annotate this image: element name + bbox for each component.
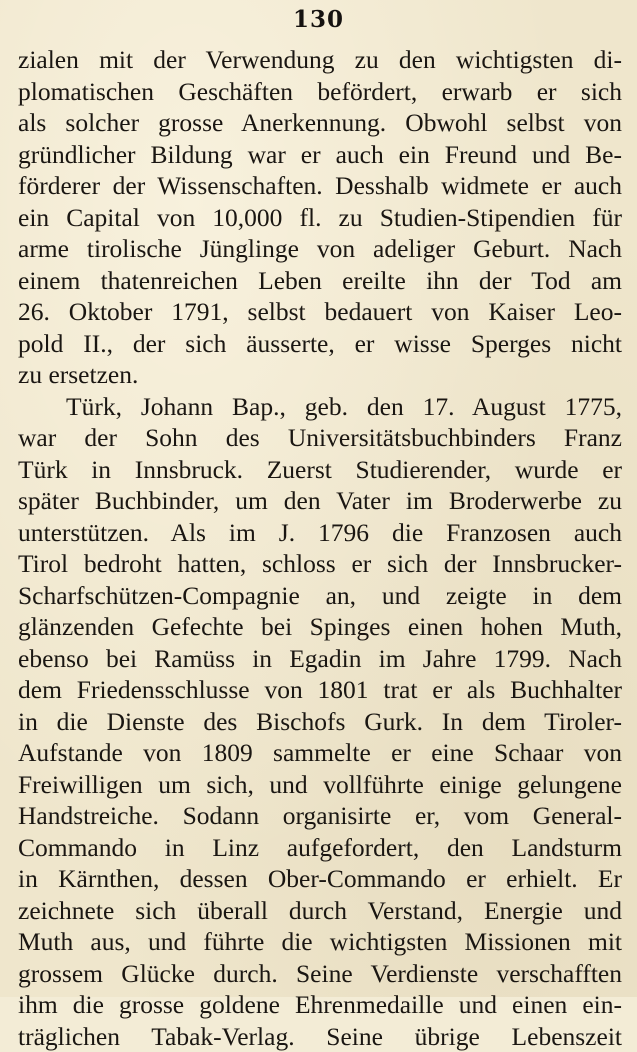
text-line: unterstützen. Als im J. 1796 die Franzosen auch <box>18 517 622 549</box>
page-number: 130 <box>0 6 637 33</box>
text-line: glänzenden Gefechte bei Spinges einen hohen Muth, <box>18 611 622 643</box>
text-line: Muth aus, und führte die wichtigsten Missionen mit <box>18 926 622 958</box>
text-line: war der Sohn des Universitätsbuchbinders Franz <box>18 422 622 454</box>
text-line: förderer der Wissenschaften. Desshalb widmete er auch <box>18 170 622 202</box>
text-line: plomatischen Geschäften befördert, erwarb er sich <box>18 76 622 108</box>
text-line: Freiwilligen um sich, und vollführte einige gelungene <box>18 769 622 801</box>
text-line: zialen mit der Verwendung zu den wichtigsten di- <box>18 44 622 76</box>
text-line: Handstreiche. Sodann organisirte er, vom General- <box>18 800 622 832</box>
text-line: träglichen Tabak-Verlag. Seine übrige Lebenszeit <box>18 1021 622 1052</box>
text-line: ihm die grosse goldene Ehrenmedaille und einen ein- <box>18 989 622 1021</box>
text-line: als solcher grosse Anerkennung. Obwohl selbst von <box>18 107 622 139</box>
body-text <box>18 44 622 1052</box>
text-line: arme tirolische Jünglinge von adeliger Geburt. Nach <box>18 233 622 265</box>
text-line: grossem Glücke durch. Seine Verdienste verschafften <box>18 958 622 990</box>
text-line: einem thatenreichen Leben ereilte ihn der Tod am <box>18 265 622 297</box>
text-line: dem Friedensschlusse von 1801 trat er als Buchhalter <box>18 674 622 706</box>
text-line: in Kärnthen, dessen Ober-Commando er erhielt. Er <box>18 863 622 895</box>
text-line: pold II., der sich äusserte, er wisse Sperges nicht <box>18 328 622 360</box>
text-line: ebenso bei Ramüss in Egadin im Jahre 1799. Nach <box>18 643 622 675</box>
text-line: ein Capital von 10,000 fl. zu Studien-Stipendien für <box>18 202 622 234</box>
paragraph-start-line: Türk, Johann Bap., geb. den 17. August 1775, <box>18 391 622 423</box>
text-line: 26. Oktober 1791, selbst bedauert von Kaiser Leo- <box>18 296 622 328</box>
text-line: später Buchbinder, um den Vater im Broderwerbe zu <box>18 485 622 517</box>
text-line: zeichnete sich überall durch Verstand, Energie und <box>18 895 622 927</box>
text-line: gründlicher Bildung war er auch ein Freund und Be- <box>18 139 622 171</box>
text-line: in die Dienste des Bischofs Gurk. In dem Tiroler- <box>18 706 622 738</box>
text-line: Commando in Linz aufgefordert, den Landsturm <box>18 832 622 864</box>
text-line: Scharfschützen-Compagnie an, und zeigte in dem <box>18 580 622 612</box>
text-line: Türk in Innsbruck. Zuerst Studierender, wurde er <box>18 454 622 486</box>
text-line: Tirol bedroht hatten, schloss er sich der Innsbrucker- <box>18 548 622 580</box>
text-line: Aufstande von 1809 sammelte er eine Schaar von <box>18 737 622 769</box>
paragraph-end-line: zu ersetzen. <box>18 359 622 391</box>
